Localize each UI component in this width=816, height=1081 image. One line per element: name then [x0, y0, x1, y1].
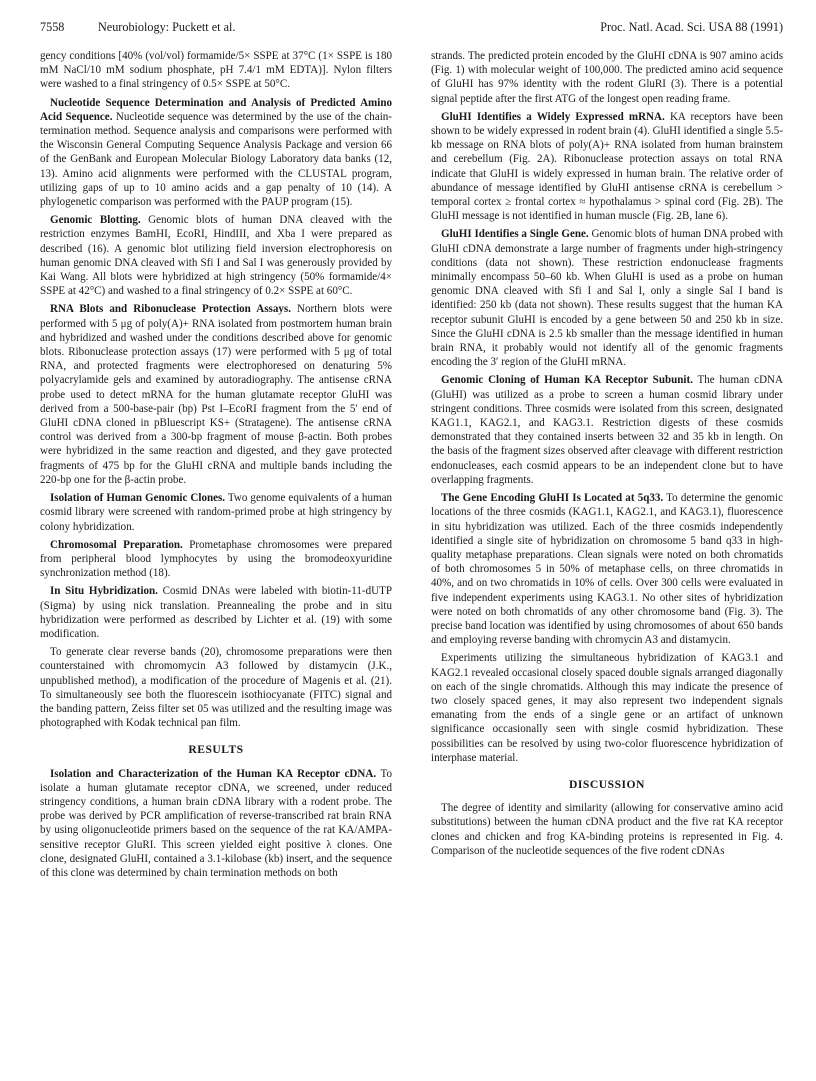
left-column [40, 49, 392, 880]
single-gene-paragraph [431, 227, 783, 369]
running-header [40, 20, 783, 40]
nucleotide-text: Nucleotide sequence was determined by the use of the chain-termination method. Sequence analysis and comparisons were performed with the Wisconsin General Computing Sequence Analysis Package and version 66 of the GenBank and European Molecular Biology Laboratory data banks (12, 13). Amino acid alignments were performed with the CLUSTAL program, utilizing gaps of up to 10 amino acids and a gap penalty of 10 (14). A phylogenetic comparison was performed with the PAUP program (15). [40, 110, 392, 209]
isolation-heading: Isolation of Human Genomic Clones. [50, 492, 226, 505]
single-gene-text: Genomic blots of human DNA probed with GluHI cDNA demonstrate a large number of fragments under high-stringency conditions (data not shown). These restriction endonuclease fragments minimally encompass 50–60 kb. When GluHI is used as a probe on human genomic DNA cleaved with Sfi I and Sal I, only a single Sal I band is identified: 250 kb (data not shown). These results suggest that the human KA receptor subunit GluHI is encoded by a gene between 50 and 250 kb in size. Since the GluHI cDNA is 2.5 kb smaller than the message identified in human brain RNA, it probably would not identify all of the genomic fragments encoding the 3′ region of the GluHI mRNA. [431, 228, 783, 369]
discussion-heading: DISCUSSION [569, 777, 645, 791]
mrna-paragraph [431, 110, 783, 224]
genomic-blotting-text: Genomic blots of human DNA cleaved with the restriction enzymes BamHI, EcoRI, HindIII, and Xba I were prepared as described (16). A genomic blot utilizing field inversion electrophoresis on human genomic DNA cleaved with Sfi I and Sal I was generously provided by Kai Wang. All blots were hybridized at high stringency (50% formamide/4× SSPE at 42°C) and washed to a final stringency of 0.2× SSPE at 60°C. [40, 214, 393, 298]
location-paragraph [431, 491, 783, 647]
rna-blots-text: Northern blots were performed with 5 μg of poly(A)+ RNA isolated from postmortem human brain and hybridized and washed under the conditions described above for genomic blots. Ribonuclease protection assays (17) were performed with 5 μg of total RNA, and protected fragments were electrophoresed on denaturing 5% polyacrylamide gels and examined by autoradiography. The antisense cRNA probe used to detect mRNA for the human glutamate receptor GluHI was derived from a 500-base-pair (bp) Pst I–EcoRI fragment from the 5′ end of GluHI cDNA cloned in pBluescript KS+ (Stratagene). The antisense cRNA control was derived from a 300-bp fragment of mouse β-actin. Both probes were hybridized in the same reaction and digested, and they gave protected fragments of 475 bp for the GluHI cRNA and multiple bands including the 220-bp one for the β-actin probe. [40, 303, 392, 486]
journal-citation: Proc. Natl. Acad. Sci. USA 88 (1991) [600, 20, 783, 34]
rna-blots-heading: RNA Blots and Ribonuclease Protection Assays. [50, 303, 291, 316]
single-gene-heading: GluHI Identifies a Single Gene. [441, 228, 589, 241]
results-heading: RESULTS [188, 743, 244, 757]
ka-cdna-text: To isolate a human glutamate receptor cDNA, we screened, under reduced stringency conditions, a human brain cDNA library with a rodent probe. The probe was derived by PCR amplification of reverse-transcribed rat brain RNA by using oligonucleotide primers based on the sequence of the rat KA/AMPA-sensitive receptor GluRI. This screen yielded eight positive λ clones. One clone, designated GluHI, contained a 3.1-kilobase (kb) insert, and the sequence of this clone was determined by chain termination methods on both [40, 767, 393, 879]
experiments-paragraph: Experiments utilizing the simultaneous hybridization of KAG3.1 and KAG2.1 revealed occasional closely spaced double signals arranged diagonally on each of the single chromatids. Although this may indicate the presence of two closely spaced genes, it may also represent two independent signals emanating from the ends of a single gene or an artifact of unknown significance occasionally seen with single cosmid hybridization. These possibilities can be resolved by using two-color fluorescence hybridization of interphase material. [431, 652, 783, 764]
nucleotide-paragraph [40, 96, 392, 210]
chromosomal-heading: Chromosomal Preparation. [50, 538, 183, 551]
isolation-paragraph [40, 491, 392, 534]
nucleotide-heading: Nucleotide Sequence Determination and Analysis of Predicted Amino Acid Sequence. [40, 96, 392, 123]
location-heading: The Gene Encoding GluHI Is Located at 5q33. [441, 492, 664, 505]
mrna-text: KA receptors have been shown to be widely expressed in rodent brain (4). GluHI identified a single 5.5-kb message on RNA blots of poly(A)+ RNA isolated from human brainstem and cerebellum (Fig. 2A). Ribonuclease protection assays on total RNA indicate that GluHI is widely expressed in human brain. The relative order of abundance of message identified by GluHI antisense cRNA is cerebellum > temporal cortex ≥ frontal cortex ≈ hypothalamus > spinal cord (Fig. 2B). The GluHI message is not identified in human muscle (Fig. 2B, lane 6). [431, 110, 783, 223]
discussion-paragraph: The degree of identity and similarity (allowing for conservative amino acid substitutions) between the human cDNA product and the five rat KA receptor clones and chicken and frog KA-binding proteins is represented in Fig. 4. Comparison of the nucleotide sequences of the five rodent cDNAs [431, 802, 783, 857]
insitu-heading: In Situ Hybridization. [50, 585, 158, 598]
location-text: To determine the genomic locations of the three cosmids (KAG1.1, KAG2.1, and KAG3.1), fluorescence in situ hybridization was utilized. Each of the three cosmids independently identified a single site of hybridization on chromosome 5 band q33 in high-quality metaphase preparations. Clean signals were noted on both chromatids of both chromosomes 5 in 50% of metaphase cells, on three chromatids in 40%, and on two chromatids in 10% of cells. Over 300 cells were evaluated in five independent experiments using KAG3.1. No other sites of hybridization were noted on both chromatids of any other chromosome band (Fig. 3). The precise band location was identified by using chromosomes of about 650 bands and employing reverse banding with chromycin A3 and distamycin. [431, 492, 783, 647]
chromosomal-paragraph [40, 538, 392, 581]
ka-cdna-paragraph [40, 767, 392, 881]
ka-cdna-heading: Isolation and Characterization of the Human KA Receptor cDNA. [50, 767, 377, 780]
section-title: Neurobiology: Puckett et al. [98, 20, 236, 34]
right-column [431, 49, 783, 858]
insitu-text: Cosmid DNAs were labeled with biotin-11-dUTP (Sigma) by using nick translation. Preannealing the probe and in situ hybridization were performed as described by Lichter et al. (19) with some modification. [40, 585, 392, 640]
chromosomal-text: Prometaphase chromosomes were prepared from peripheral blood lymphocytes by using the bromodeoxyuridine synchronization method (18). [40, 538, 392, 580]
reverse-bands-paragraph: To generate clear reverse bands (20), chromosome preparations were then counterstained with chromomycin A3 followed by distamycin (J.K., unpublished method), a modification of the procedure of Magenis et al. (21). To simultaneously see both the fluorescein isothiocyanate (FITC) signal and the banding pattern, Zeiss filter set 05 was utilized and the resulting image was photographed with Kodak technical pan film. [40, 646, 392, 730]
rna-blots-paragraph [40, 302, 392, 487]
insitu-paragraph [40, 584, 392, 641]
page-number: 7558 [40, 20, 65, 34]
intro-paragraph: gency conditions [40% (vol/vol) formamide/5× SSPE at 37°C (1× SSPE is 180 mM NaCl/10 mM sodium phosphate, pH 7.4/1 mM EDTA)]. Nylon filters were washed to a final stringency of 0.5× SSPE at 50°C. [40, 50, 392, 91]
isolation-text: Two genome equivalents of a human cosmid library were screened with random-primed probe at high stringency by colony hybridization. [40, 492, 392, 533]
genomic-cloning-paragraph [431, 373, 783, 487]
genomic-blotting-heading: Genomic Blotting. [50, 214, 141, 227]
mrna-heading: GluHI Identifies a Widely Expressed mRNA. [441, 110, 665, 123]
genomic-blotting-paragraph [40, 213, 392, 298]
genomic-cloning-text: The human cDNA (GluHI) was utilized as a probe to screen a human cosmid library under stringent conditions. Three cosmids were isolated from this screen, designated KAG1.1, KAG2.1, and KAG3.1. Restriction digests of these cosmids demonstrated that they contained inserts between 32 and 35 kb in length. On the basis of the fragment sizes observed after cleavage with different restriction endonucleases, each cosmid appears to be an independent clone but to have overlapping fragments. [431, 374, 783, 486]
genomic-cloning-heading: Genomic Cloning of Human KA Receptor Subunit. [441, 374, 693, 387]
strands-paragraph: strands. The predicted protein encoded by the GluHI cDNA is 907 amino acids (Fig. 1) with molecular weight of 100,000. The predicted amino acid sequence of GluHI has 97% identity with the rodent GluRI (3). There is a potential signal peptide after the first ATG of the longest open reading frame. [431, 50, 783, 105]
